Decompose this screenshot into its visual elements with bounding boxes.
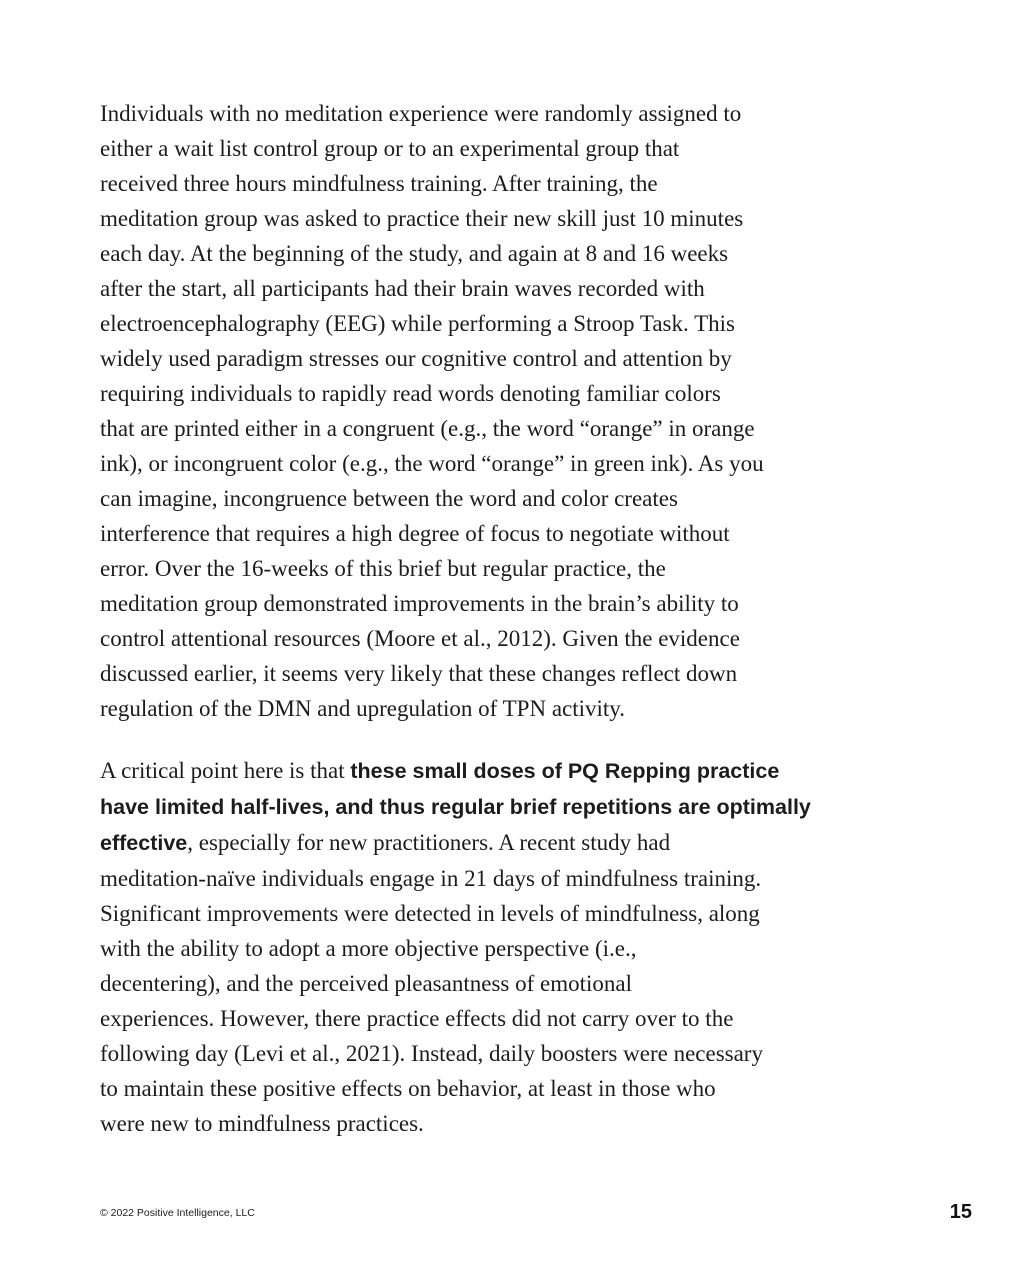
page-number: 15 [949, 1201, 972, 1223]
paragraph-stroop-study: Individuals with no meditation experience were randomly assigned to either a wait list control group or to an experimental group that received three hours mindfulness training. After training, the meditation group was asked to practice their new skill just 10 minutes each day. At the beginning of the study, and again at 8 and 16 weeks after the start, all participants had their brain waves recorded with electroencephalography (EEG) while performing a Stroop Task. This widely used paradigm stresses our cognitive control and attention by requiring individuals to rapidly read words denoting familiar colors that are printed either in a congruent (e.g., the word “orange” in orange ink), or incongruent color (e.g., the word “orange” in green ink). As you can imagine, incongruence between the word and color creates interference that requires a high degree of focus to negotiate without error. Over the 16-weeks of this brief but regular practice, the meditation group demonstrated improvements in the brain’s ability to control attentional resources (Moore et al., 2012). Given the evidence discussed earlier, it seems very likely that these changes reflect down regulation of the DMN and upregulation of TPN activity. [100, 101, 764, 721]
paragraph-lead-text: A critical point here is that [100, 758, 351, 783]
paragraph-pq-repping [100, 753, 890, 1141]
paragraph-rest-text: , especially for new practitioners. A recent study had meditation-naïve individuals engage in 21 days of mindfulness training. Significant improvements were detected in levels of mindfulness, along with the ability to adopt a more objective perspective (i.e., decentering), and the perceived pleasantness of emotional experiences. However, there practice effects did not carry over to the following day (Levi et al., 2021). Instead, daily boosters were necessary to maintain these positive effects on behavior, at least in those who were new to mindfulness practices. [100, 830, 763, 1136]
body-text [100, 96, 890, 1168]
copyright-notice: © 2022 Positive Intelligence, LLC [100, 1207, 255, 1219]
emphasized-text: these small doses of PQ Repping practice have limited half-lives, and thus regular brief repetitions are optimally effective [100, 759, 811, 855]
